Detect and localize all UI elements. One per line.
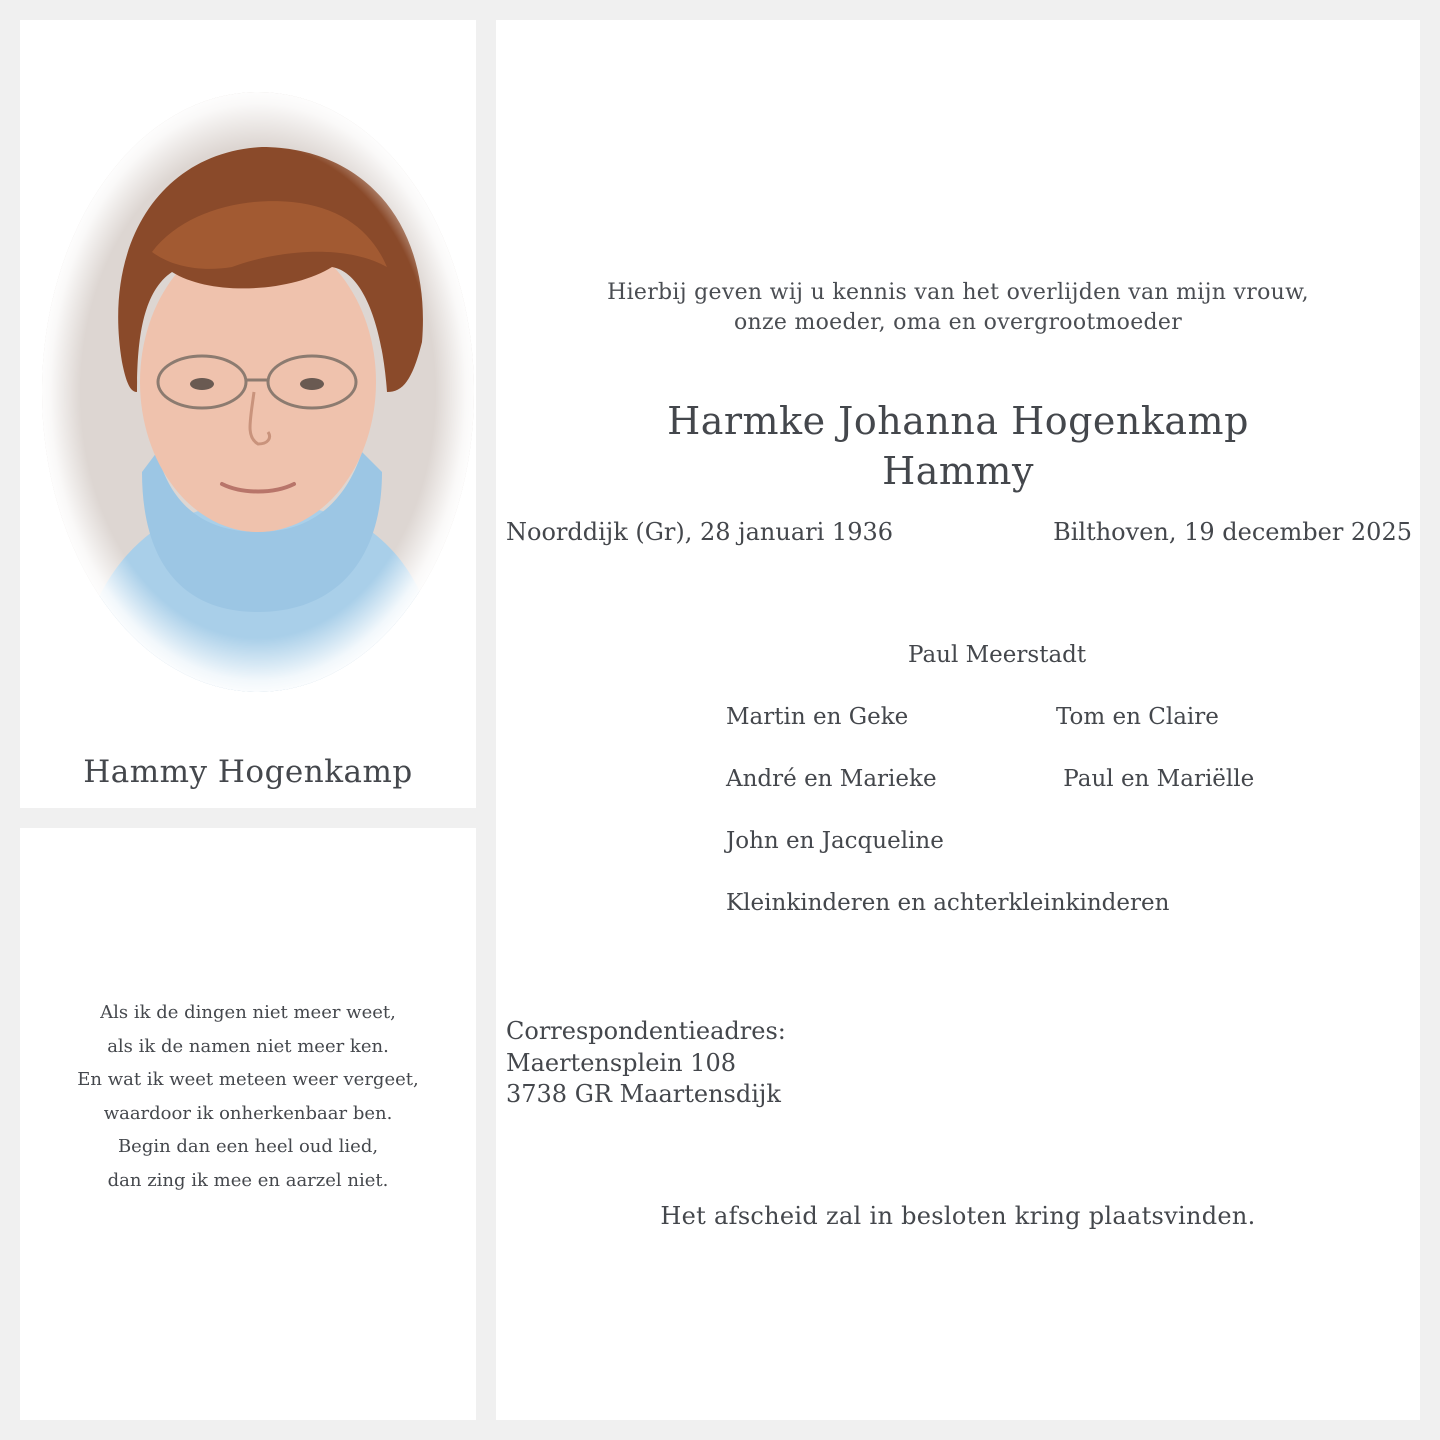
photo-caption-name: Hammy Hogenkamp [83, 754, 413, 790]
family-row [726, 704, 1326, 766]
poem-card [20, 828, 476, 1420]
family-row [726, 828, 1326, 890]
poem-line: dan zing ik mee en aarzel niet. [107, 1169, 389, 1191]
address-label: Correspondentieadres: [506, 1017, 786, 1045]
poem-line: Als ik de dingen niet meer weet, [100, 1002, 396, 1023]
intro-line: onze moeder, oma en overgrootmoeder [733, 310, 1183, 335]
family-member: John en Jacqueline [726, 828, 944, 854]
portrait-illustration [42, 92, 474, 692]
announcement-card [496, 20, 1420, 1420]
poem-line: als ik de namen niet meer ken. [107, 1035, 389, 1057]
family-row [726, 766, 1326, 828]
farewell-note: Het afscheid zal in besloten kring plaatsvinden. [660, 1202, 1256, 1230]
deceased-nickname: Hammy [882, 449, 1034, 493]
life-dates [506, 518, 1412, 546]
poem-line: Begin dan een heel oud lied, [117, 1136, 379, 1157]
family-member: Tom en Claire [1056, 704, 1219, 730]
deceased-full-name: Harmke Johanna Hogenkamp [667, 399, 1249, 443]
intro-line: Hierbij geven wij u kennis van het overlijden van mijn vrouw, [607, 280, 1309, 305]
portrait-photo [42, 92, 474, 692]
intro-text [496, 278, 1420, 338]
poem-line: waardoor ik onherkenbaar ben. [103, 1102, 393, 1124]
correspondence-address [506, 1016, 786, 1111]
death-place-date: Bilthoven, 19 december 2025 [1053, 518, 1412, 546]
deceased-name-block [496, 396, 1420, 496]
family-member: André en Marieke [726, 766, 937, 792]
address-city: 3738 GR Maartensdijk [506, 1080, 781, 1108]
poem-text [20, 996, 476, 1197]
grandchildren-line: Kleinkinderen en achterkleinkinderen [726, 890, 1170, 916]
family-member: Paul en Mariëlle [1056, 766, 1255, 792]
photo-card [20, 20, 476, 808]
spouse-name: Paul Meerstadt [908, 642, 1087, 668]
family-list [726, 704, 1326, 890]
birth-place-date: Noorddijk (Gr), 28 januari 1936 [506, 518, 894, 546]
family-member: Martin en Geke [726, 704, 909, 730]
address-street: Maertensplein 108 [506, 1048, 736, 1077]
poem-line: En wat ik weet meteen weer vergeet, [77, 1069, 419, 1090]
